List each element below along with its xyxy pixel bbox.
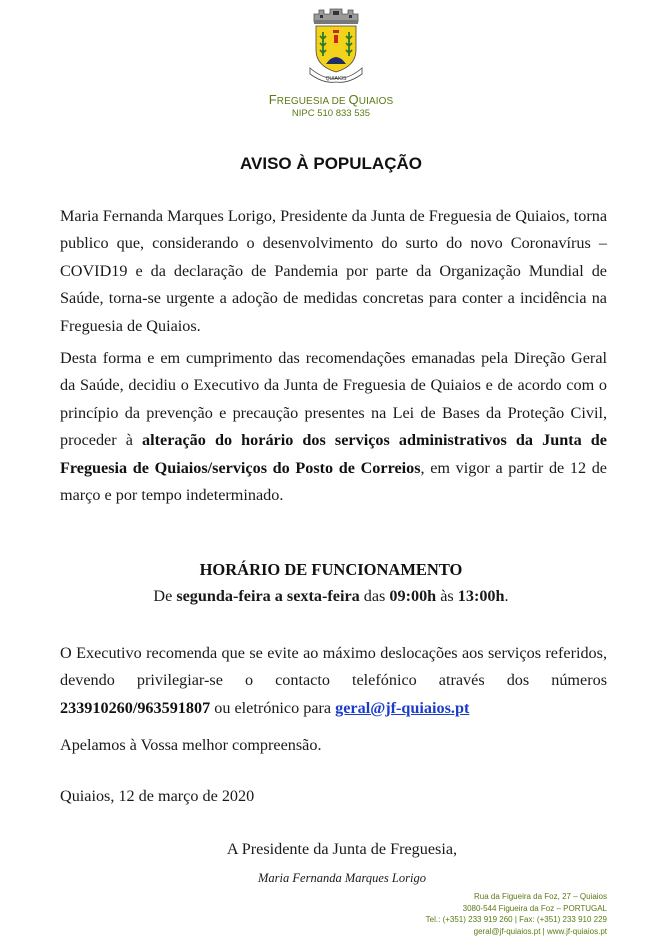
footer-phone-fax: Tel.: (+351) 233 919 260 | Fax: (+351) 233 910 229 — [425, 915, 607, 924]
phone-numbers: 233910260/963591807 — [60, 698, 211, 717]
schedule-title: HORÁRIO DE FUNCIONAMENTO — [199, 560, 463, 579]
paragraph-decision: Desta forma e em cumprimento das recomendações emanadas pela Direção Geral da Saúde, decidiu o Executivo da Junta de Freguesia de Quiaios e de acordo com o princípio da prevenção e precaução presentes na Lei de Bases da Proteção Civil, proceder à alteração do horário dos serviços administrativos da Junta de Freguesia de Quiaios/serviços do Posto de Correios, em vigor a partir de 12 de março e por tempo indeterminado. — [60, 349, 607, 505]
closing-line: A Presidente da Junta de Freguesia, — [226, 840, 458, 858]
email-link[interactable]: geral@jf-quiaios.pt — [335, 698, 470, 717]
footer-address: Rua da Figueira da Foz, 27 – Quiaios — [474, 892, 607, 901]
footer-email-web: geral@jf-quiaios.pt | www.jf-quiaios.pt — [473, 926, 607, 936]
signature: Maria Fernanda Marques Lorigo — [258, 871, 426, 885]
footer-postal: 3080-544 Figueira da Foz – PORTUGAL — [462, 903, 607, 913]
nipc-number: NIPC 510 833 535 — [291, 108, 371, 119]
paragraph-intro: Maria Fernanda Marques Lorigo, Presidente da Junta de Freguesia de Quiaios, torna publico que, considerando o desenvolvimento do surto do novo Coronavírus – COVID19 e da declaração de Pandemia por parte da Organização Mundial de Saúde, torna-se urgente a adoção de medidas concretas para conter a incidência na Freguesia de Quiaios. — [60, 207, 607, 335]
organization-name: FREGUESIA DE QUIAIOS — [268, 92, 394, 107]
schedule-hours: De segunda-feira a sexta-feira das 09:00h às 13:00h. — [153, 587, 509, 605]
paragraph-contact: O Executivo recomenda que se evite ao máximo deslocações aos serviços referidos, devendo privilegiar-se o contacto telefónico através dos números 233910260/963591807 ou eletrónico para geral@jf-quiaios.pt — [60, 644, 607, 717]
decision-highlight: alteração do horário dos serviços administrativos da Junta de Freguesia de Quiaios/serviços do Posto de Correios — [60, 431, 607, 477]
date-line: Quiaios, 12 de março de 2020 — [60, 787, 255, 805]
crest-ribbon-text: QUIAIOS — [325, 76, 347, 82]
footer-contact — [426, 891, 607, 937]
notice-title: AVISO À POPULAÇÃO — [240, 154, 422, 173]
appeal-text: Apelamos à Vossa melhor compreensão. — [60, 736, 322, 754]
coat-of-arms-icon — [304, 6, 368, 84]
